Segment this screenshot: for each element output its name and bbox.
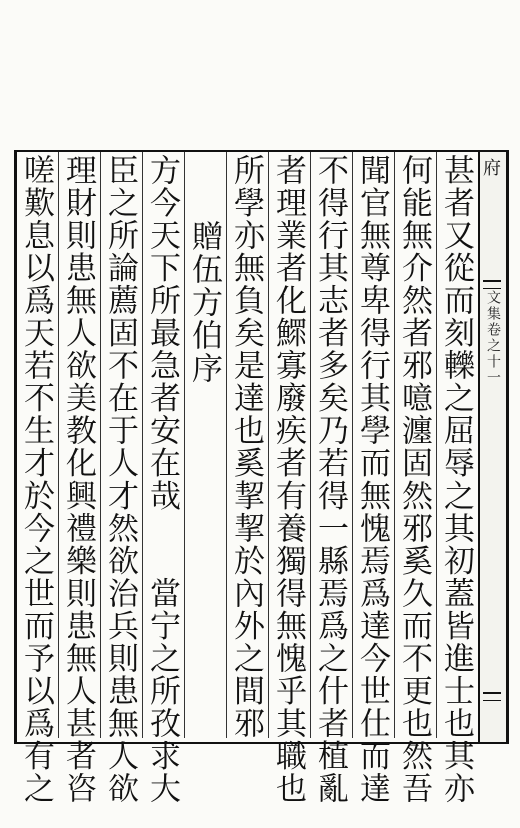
fishtail-mark-top <box>483 280 501 289</box>
text-column-10: 理財則患無人欲美教化興禮樂則患無人甚者咨 <box>60 154 96 805</box>
fishtail-mark-bottom <box>483 692 501 701</box>
essay-title: 贈伍方伯序 <box>186 154 222 385</box>
text-column-11: 嗟歎息以爲天若不生才於今之世而予以爲有之 <box>18 154 54 805</box>
text-column-8: 方今天下所最急者安在哉 當宁之所孜求大 <box>144 154 180 805</box>
text-column-3: 聞官無尊卑得行其學而無愧焉爲達今世仕而達 <box>354 154 390 805</box>
gutter-corner-char: 府 <box>483 158 501 179</box>
text-column-1: 甚者又從而刻轢之屈辱之其初蓋皆進士也其亦 <box>438 154 474 805</box>
text-column-2: 何能無介然者邪噫瀍固然邪奚久而不更也然吾 <box>396 154 432 805</box>
text-column-4: 不得行其志者多矣乃若得一縣焉爲之什者植亂 <box>312 154 348 805</box>
gutter-label: 文集卷之十一 <box>485 290 501 386</box>
text-column-9: 臣之所論薦固不在于人才然欲治兵則患無人欲 <box>102 154 138 805</box>
text-column-6: 所學亦無負矣是達也奚挈挈於內外之間邪 <box>228 154 264 740</box>
center-gutter <box>478 150 509 744</box>
text-column-5: 者理業者化鰥寡廢疾者有養獨得無愧乎其職也 <box>270 154 306 805</box>
